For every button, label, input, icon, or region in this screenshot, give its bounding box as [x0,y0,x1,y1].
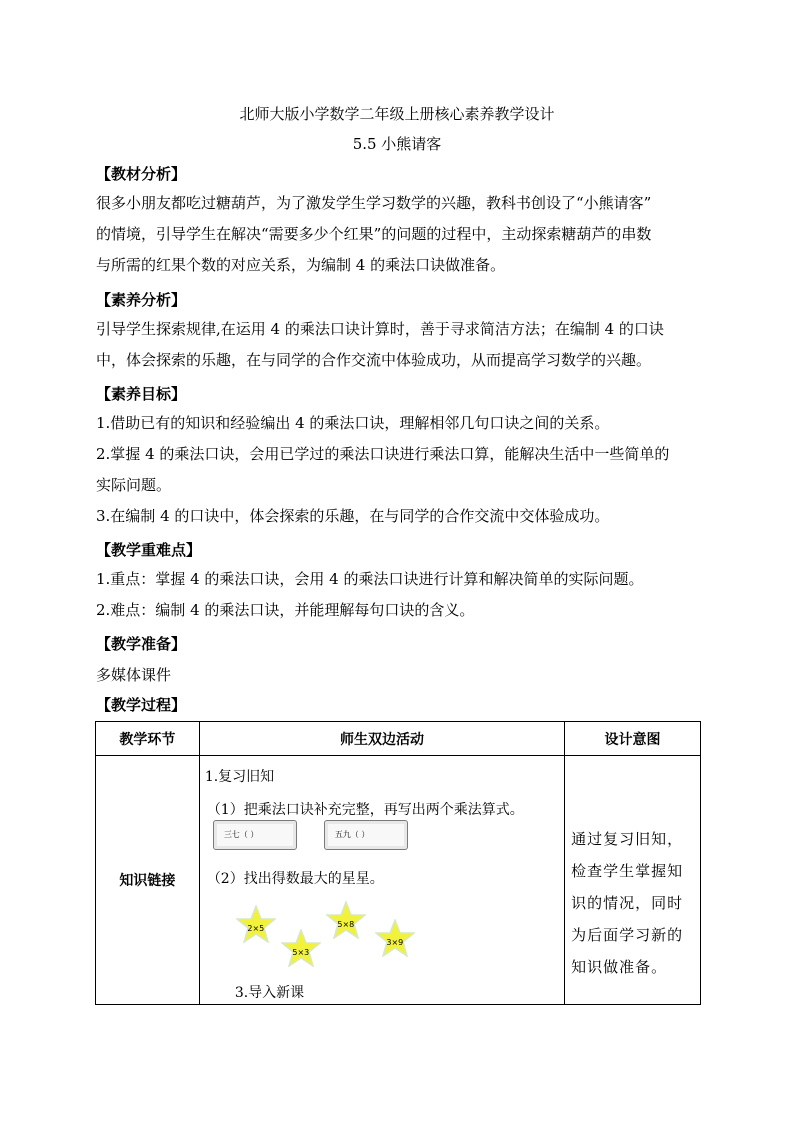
intent-line: 通过复习旧知， [571,830,684,848]
analysis-line: 与所需的红果个数的对应关系，为编制 4 的乘法口诀做准备。 [96,256,506,274]
literacy-line: 引导学生探索规律,在运用 4 的乘法口诀计算时，善于寻求简洁方法；在编制 4 的口诀 [96,320,664,338]
next-step-text: 3.导入新课 [234,985,305,1001]
review-title: 1.复习旧知 [204,769,275,785]
key-points-list [96,564,704,626]
literacy-line: 中，体会探索的乐趣，在与同学的合作交流中体验成功，从而提高学习数学的兴趣。 [96,351,652,369]
star-label: 3×9 [386,938,404,947]
key-point-item: 2.难点：编制 4 的乘法口诀，并能理解每句口诀的含义。 [96,601,475,619]
goal-item: 2.掌握 4 的乘法口诀，会用已学过的乘法口诀进行乘法口算，能解决生活中一些简单的 [96,445,670,463]
intent-cell [565,756,701,1005]
table-header-row [96,722,701,756]
table-row [96,756,701,1005]
intent-line: 检查学生掌握知 [571,862,684,880]
stage-cell: 知识链接 [96,756,200,1005]
formula-card-text: 三七（ ） [223,830,259,839]
heading-literacy-goals: 【素养目标】 [96,385,187,403]
col-header-intent: 设计意图 [565,722,701,756]
key-point-item: 1.重点：掌握 4 的乘法口诀，会用 4 的乘法口诀进行计算和解决简单的实际问题。 [96,570,644,588]
task-2-text: （2）找出得数最大的星星。 [206,871,384,887]
star-label: 2×5 [247,924,265,933]
goal-item: 3.在编制 4 的口诀中，体会探索的乐趣，在与同学的合作交流中交体验成功。 [96,507,610,525]
goal-item: 实际问题。 [96,476,172,494]
star-label: 5×8 [337,920,355,929]
heading-textbook-analysis: 【教材分析】 [96,165,187,183]
goal-item: 1.借助已有的知识和经验编出 4 的乘法口诀，理解相邻几句口诀之间的关系。 [96,414,610,432]
analysis-line: 很多小朋友都吃过糖葫芦，为了激发学生学习数学的兴趣，教科书创设了“小熊请客” [96,194,652,212]
task-1-text: （1）把乘法口诀补充完整，再写出两个乘法算式。 [206,802,524,818]
heading-teaching-prep: 【教学准备】 [96,635,187,653]
literacy-goals-list [96,408,704,532]
analysis-line: 的情境，引导学生在解决“需要多少个红果”的问题的过程中，主动探索糖葫芦的串数 [96,225,652,243]
heading-key-difficult-points: 【教学重难点】 [96,541,202,559]
heading-literacy-analysis: 【素养分析】 [96,291,187,309]
lesson-title: 5.5 小熊请客 [352,135,442,153]
star-label: 5×3 [292,948,310,957]
heading-teaching-process: 【教学过程】 [96,696,187,714]
formula-card-1 [213,820,297,850]
textbook-analysis-text [96,188,704,281]
design-intent-text [571,823,691,983]
literacy-analysis-text [96,314,704,376]
intent-line: 为后面学习新的 [571,926,684,944]
intent-line: 识的情况，同时 [571,894,684,912]
formula-card-2 [324,820,408,850]
col-header-activities: 师生双边活动 [199,722,564,756]
teaching-process-table [95,721,701,1005]
document-title: 北师大版小学数学二年级上册核心素养教学设计 [239,105,555,123]
activities-cell [199,756,564,1005]
intent-line: 知识做准备。 [571,958,668,976]
col-header-stage: 教学环节 [96,722,200,756]
teaching-prep-text: 多媒体课件 [96,666,172,684]
formula-card-text: 五九（ ） [334,830,370,839]
